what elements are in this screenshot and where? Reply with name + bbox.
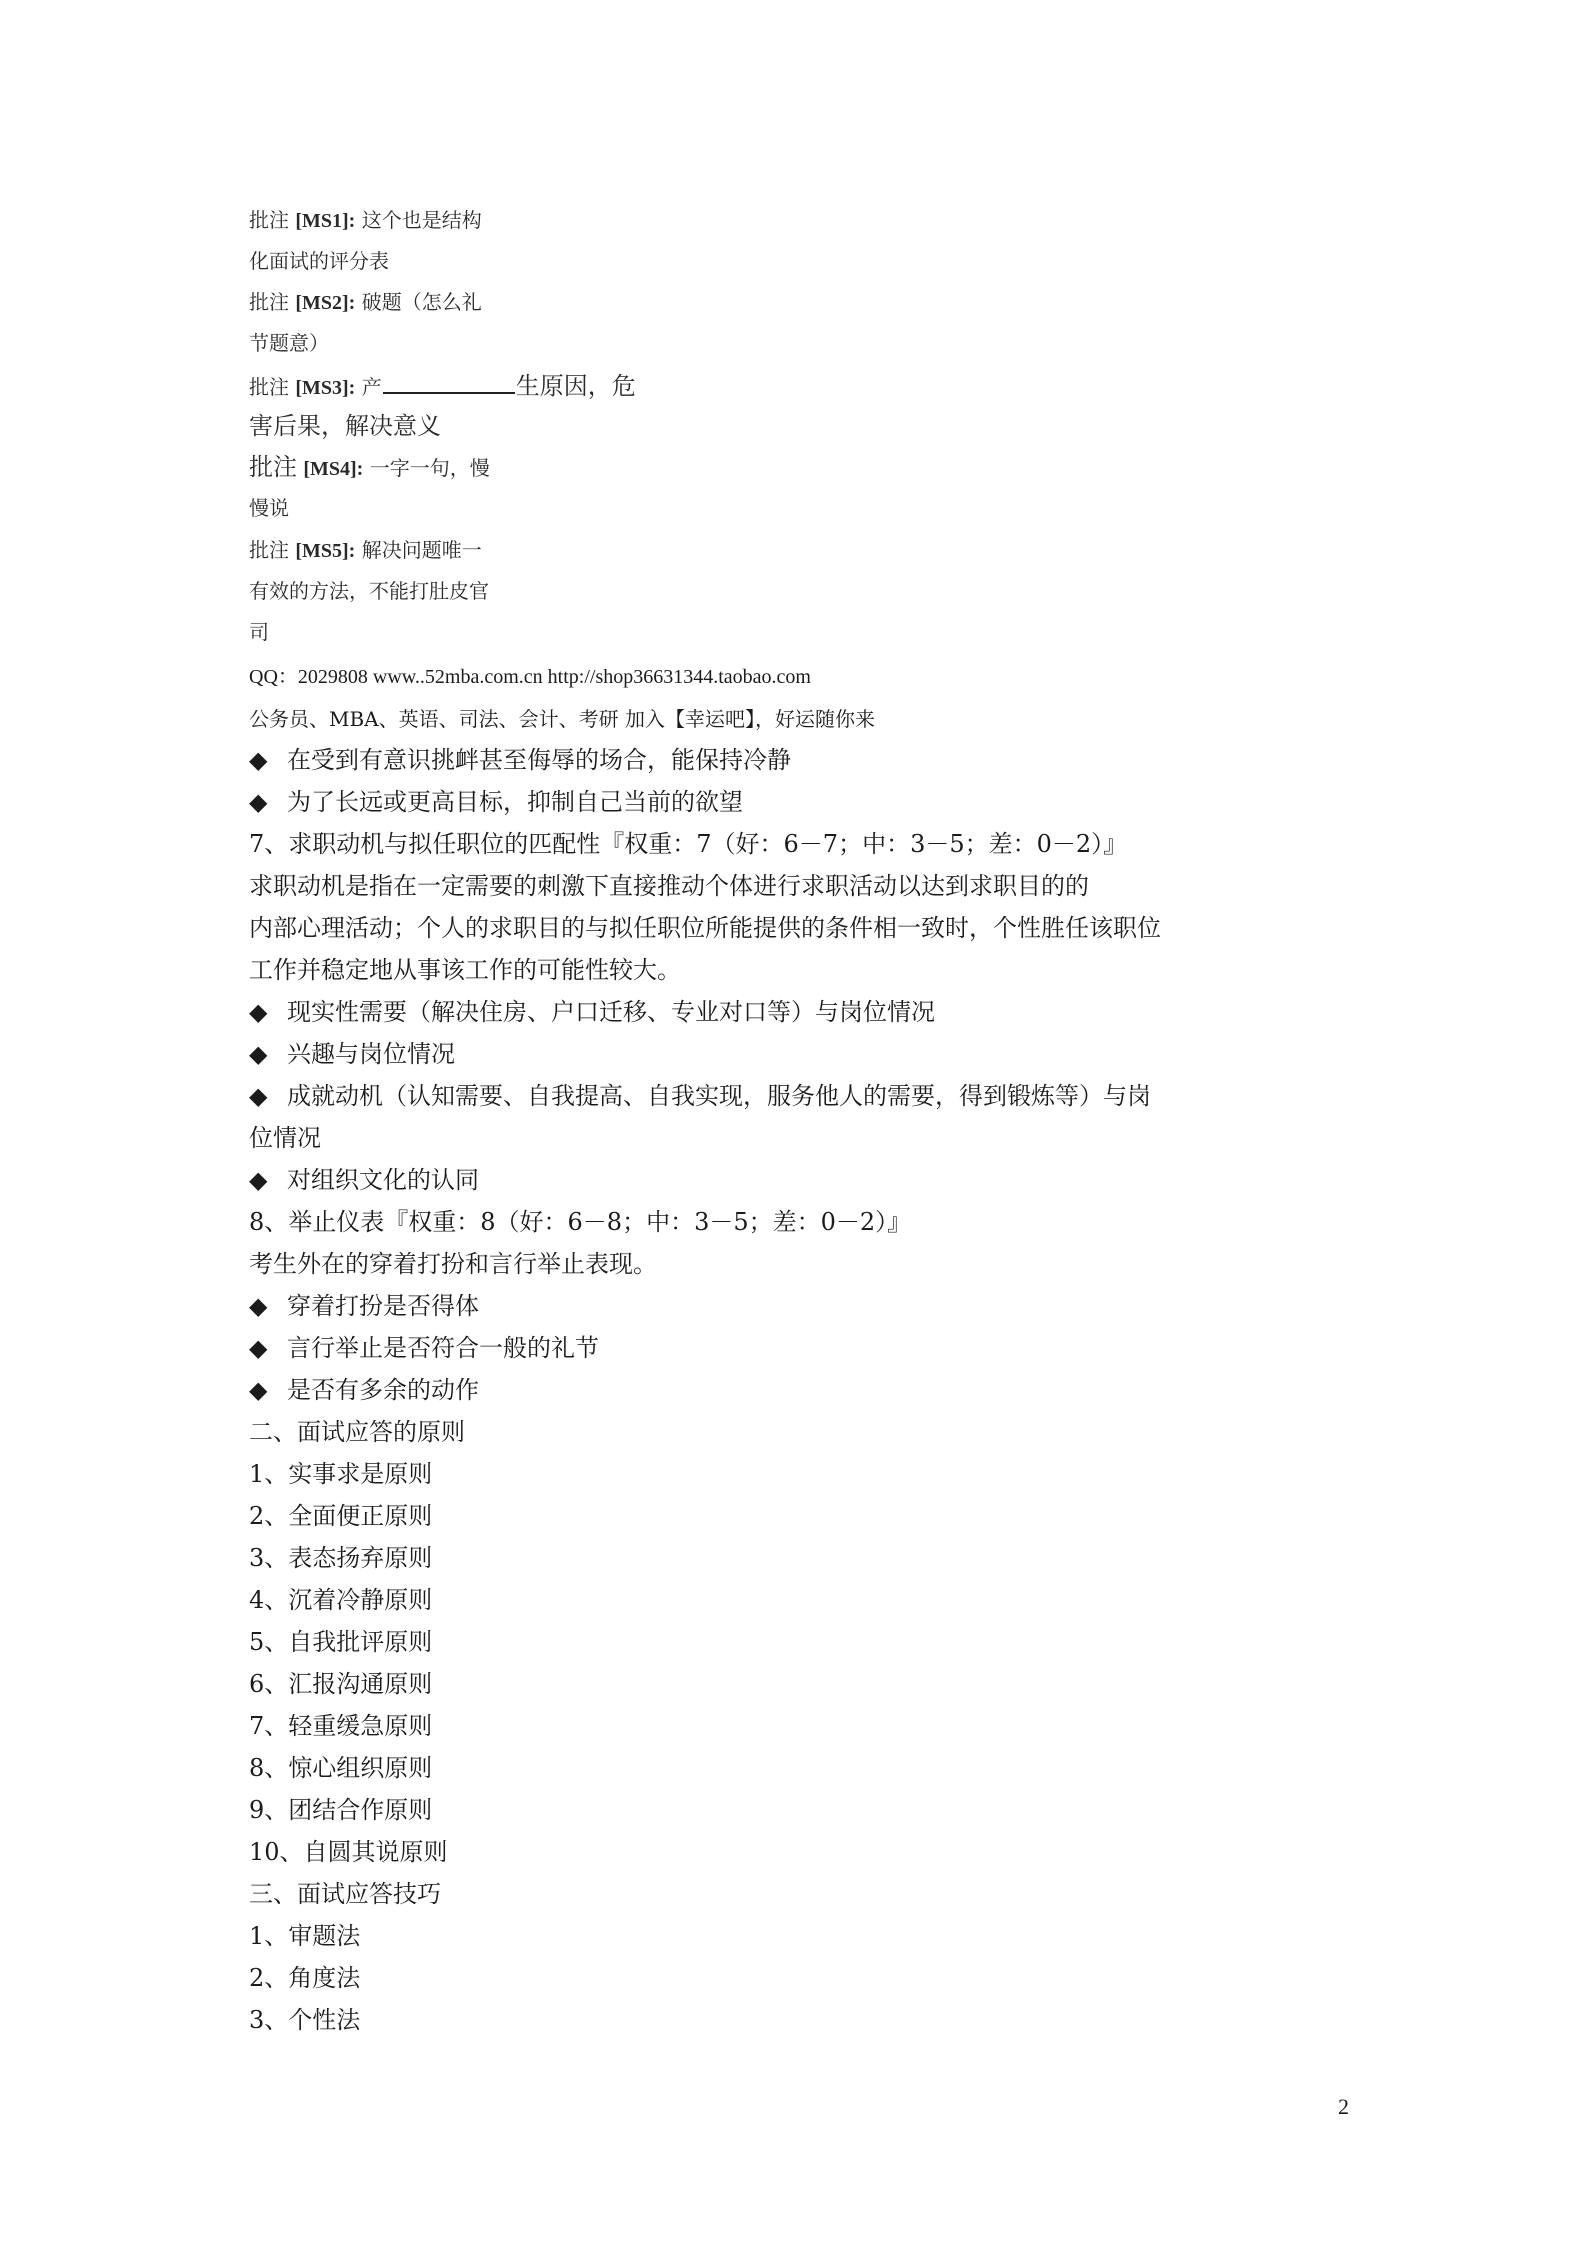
diamond-bullet-icon: ◆: [249, 746, 268, 774]
list-item: 5、自我批评原则: [249, 1628, 433, 1656]
comment-ms1-cont: 化面试的评分表: [249, 249, 389, 273]
section-heading: 8、举止仪表『权重：8（好：6－8；中：3－5；差：0－2）』: [249, 1208, 912, 1236]
bullet-text: 是否有多余的动作: [287, 1376, 479, 1404]
fill-blank: [383, 370, 515, 394]
diamond-bullet-icon: ◆: [249, 1334, 268, 1362]
comment-prefix: 批注: [249, 375, 289, 399]
bullet-text: 为了长远或更高目标，抑制自己当前的欲望: [287, 788, 743, 816]
bullet-item: [249, 743, 791, 777]
bullet-item: [249, 785, 743, 819]
bullet-item: [249, 1037, 455, 1071]
comment-tag: [MS3]:: [295, 377, 356, 399]
list-item: 1、审题法: [249, 1922, 361, 1950]
comment-tag: [MS1]:: [295, 210, 356, 232]
section-heading: 7、求职动机与拟任职位的匹配性『权重：7（好：6－7；中：3－5；差：0－2）』: [249, 830, 1128, 858]
list-item: 1、实事求是原则: [249, 1460, 433, 1488]
paragraph-line: 位情况: [249, 1124, 321, 1152]
comment-prefix: 批注: [249, 208, 289, 232]
qq-line: QQ：2029808 www..52mba.com.cn http://shop36631344.taobao.com: [249, 666, 811, 688]
comment-ms4-cont: 慢说: [249, 496, 289, 520]
list-item: 3、表态扬弃原则: [249, 1544, 433, 1572]
diamond-bullet-icon: ◆: [249, 1292, 268, 1320]
list-item: 2、全面便正原则: [249, 1502, 433, 1530]
bullet-item: [249, 1079, 1151, 1113]
comment-ms2-cont: 节题意）: [249, 331, 329, 355]
bullet-item: [249, 1373, 479, 1407]
list-item: 8、惊心组织原则: [249, 1754, 433, 1782]
diamond-bullet-icon: ◆: [249, 788, 268, 816]
diamond-bullet-icon: ◆: [249, 1040, 268, 1068]
bullet-text: 在受到有意识挑衅甚至侮辱的场合，能保持冷静: [287, 746, 791, 774]
comment-tag: [MS2]:: [295, 292, 356, 314]
comment-prefix: 批注: [249, 538, 289, 562]
bullet-item: [249, 1331, 599, 1365]
list-item: 3、个性法: [249, 2006, 361, 2034]
list-item: 7、轻重缓急原则: [249, 1712, 433, 1740]
diamond-bullet-icon: ◆: [249, 998, 268, 1026]
comment-ms3-cont: 害后果，解决意义: [249, 412, 441, 440]
bullet-item: [249, 1163, 479, 1197]
list-item: 10、自圆其说原则: [249, 1838, 448, 1866]
comment-ms5-cont2: 司: [249, 620, 269, 644]
section-heading: 三、面试应答技巧: [249, 1880, 441, 1908]
paragraph-line: 考生外在的穿着打扮和言行举止表现。: [249, 1250, 657, 1278]
comment-text: 一字一句，慢: [369, 456, 490, 480]
comment-text: 破题（怎么礼: [361, 290, 482, 314]
comment-text: 这个也是结构: [361, 208, 482, 232]
paragraph-line: 内部心理活动；个人的求职目的与拟任职位所能提供的条件相一致时，个性胜任该职位: [249, 914, 1161, 942]
list-item: 4、沉着冷静原则: [249, 1586, 433, 1614]
page-number: 2: [1338, 2094, 1349, 2119]
bullet-text: 对组织文化的认同: [287, 1166, 479, 1194]
comment-ms1: [249, 205, 482, 236]
comment-text-before: 产: [361, 375, 382, 399]
list-item: 2、角度法: [249, 1964, 361, 1992]
bullet-text: 兴趣与岗位情况: [287, 1040, 455, 1068]
comment-tag: [MS4]:: [303, 458, 364, 480]
bullet-item: [249, 995, 935, 1029]
comment-ms5: [249, 535, 482, 566]
comment-text: 解决问题唯一: [361, 538, 482, 562]
list-item: 9、团结合作原则: [249, 1796, 433, 1824]
bullet-text: 成就动机（认知需要、自我提高、自我实现，服务他人的需要，得到锻炼等）与岗: [287, 1082, 1151, 1110]
diamond-bullet-icon: ◆: [249, 1166, 268, 1194]
bullet-text: 穿着打扮是否得体: [287, 1292, 479, 1320]
comment-ms3: [249, 370, 636, 403]
comment-ms2: [249, 287, 482, 318]
paragraph-line: 求职动机是指在一定需要的刺激下直接推动个体进行求职活动以达到求职目的的: [249, 872, 1089, 900]
comment-prefix: 批注: [249, 290, 289, 314]
comment-ms4: [249, 452, 490, 484]
list-item: 6、汇报沟通原则: [249, 1670, 433, 1698]
section-heading: 二、面试应答的原则: [249, 1418, 465, 1446]
slogan-line: 公务员、MBA、英语、司法、会计、考研 加入【幸运吧】，好运随你来: [249, 707, 875, 731]
diamond-bullet-icon: ◆: [249, 1376, 268, 1404]
bullet-item: [249, 1289, 479, 1323]
comment-tag: [MS5]:: [295, 540, 356, 562]
comment-prefix: 批注: [249, 453, 297, 481]
bullet-text: 现实性需要（解决住房、户口迁移、专业对口等）与岗位情况: [287, 998, 935, 1026]
paragraph-line: 工作并稳定地从事该工作的可能性较大。: [249, 956, 681, 984]
comment-text-after: 生原因，危: [515, 372, 636, 400]
comment-ms5-cont: 有效的方法，不能打肚皮官: [249, 579, 489, 603]
diamond-bullet-icon: ◆: [249, 1082, 268, 1110]
bullet-text: 言行举止是否符合一般的礼节: [287, 1334, 599, 1362]
